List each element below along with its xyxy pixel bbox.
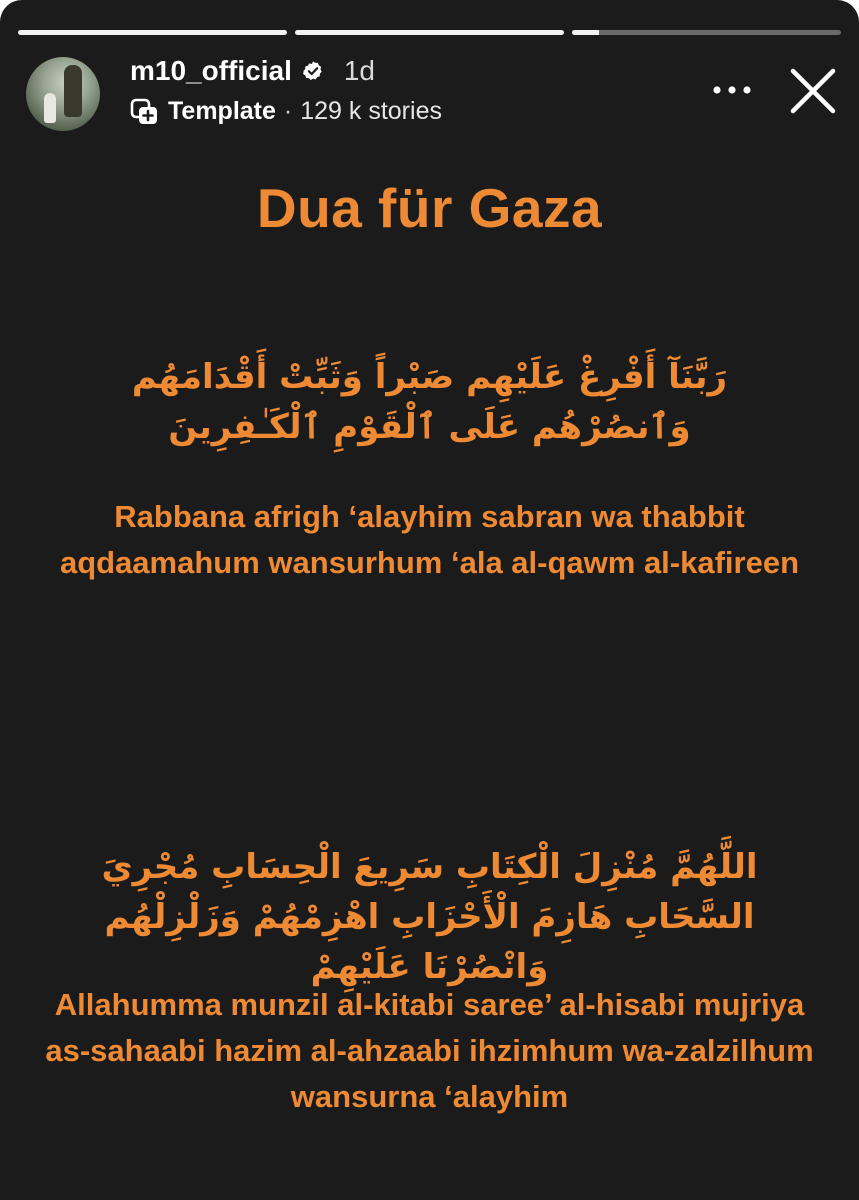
transliteration-1: Rabbana afrigh ‘alayhim sabran wa thabbit aqdaamahum wansurhum ‘ala al-qawm al-kafireen xyxy=(59,499,800,580)
progress-segment-2 xyxy=(295,30,564,35)
more-horizontal-icon xyxy=(712,85,752,95)
separator-dot: · xyxy=(283,97,293,125)
avatar[interactable] xyxy=(26,57,100,131)
arabic-dua-2: اللَّهُمَّ مُنْزِلَ الْكِتَابِ سَرِيعَ الْحِسَابِ مُجْرِيَ السَّحَابِ هَازِمَ الْأَحْزَابِ اهْزِمْهُمْ وَزَلْزِلْهُم وَانْصُرْنَا عَلَيْهِمْ xyxy=(101,847,758,987)
template-row[interactable] xyxy=(130,97,442,126)
progress-fill xyxy=(18,30,287,35)
story-progress xyxy=(18,30,841,35)
verified-badge-icon xyxy=(302,60,324,82)
progress-fill xyxy=(295,30,564,35)
more-options-button[interactable] xyxy=(707,75,757,105)
close-icon[interactable] xyxy=(787,65,839,117)
template-label[interactable]: Template xyxy=(168,97,276,125)
stories-count: 129 k stories xyxy=(300,97,442,125)
username-row xyxy=(130,55,375,87)
story-time: 1d xyxy=(343,55,376,86)
story-title: Dua für Gaza xyxy=(256,177,603,239)
avatar-child-figure xyxy=(44,93,56,123)
story-header xyxy=(26,55,839,130)
avatar-figure xyxy=(64,65,82,117)
progress-segment-3 xyxy=(572,30,841,35)
username[interactable]: m10_official xyxy=(130,55,292,86)
progress-fill xyxy=(572,30,599,35)
arabic-dua-1: رَبَّنَآ أَفْرِغْ عَلَيْهِم صَبْراً وَثَبِّتْ أَقْدَامَهُم وَٱنصُرْهُم عَلَى ٱلْقَوْمِ ٱلْكَـٰفِرِينَ xyxy=(131,357,728,447)
transliteration-2: Allahumma munzil al-kitabi saree’ al-hisabi mujriya as-sahaabi hazim al-ahzaabi ihzimhum wa-zalzilhum wansurna ‘alayhim xyxy=(45,987,814,1114)
progress-segment-1 xyxy=(18,30,287,35)
template-icon xyxy=(130,98,160,126)
